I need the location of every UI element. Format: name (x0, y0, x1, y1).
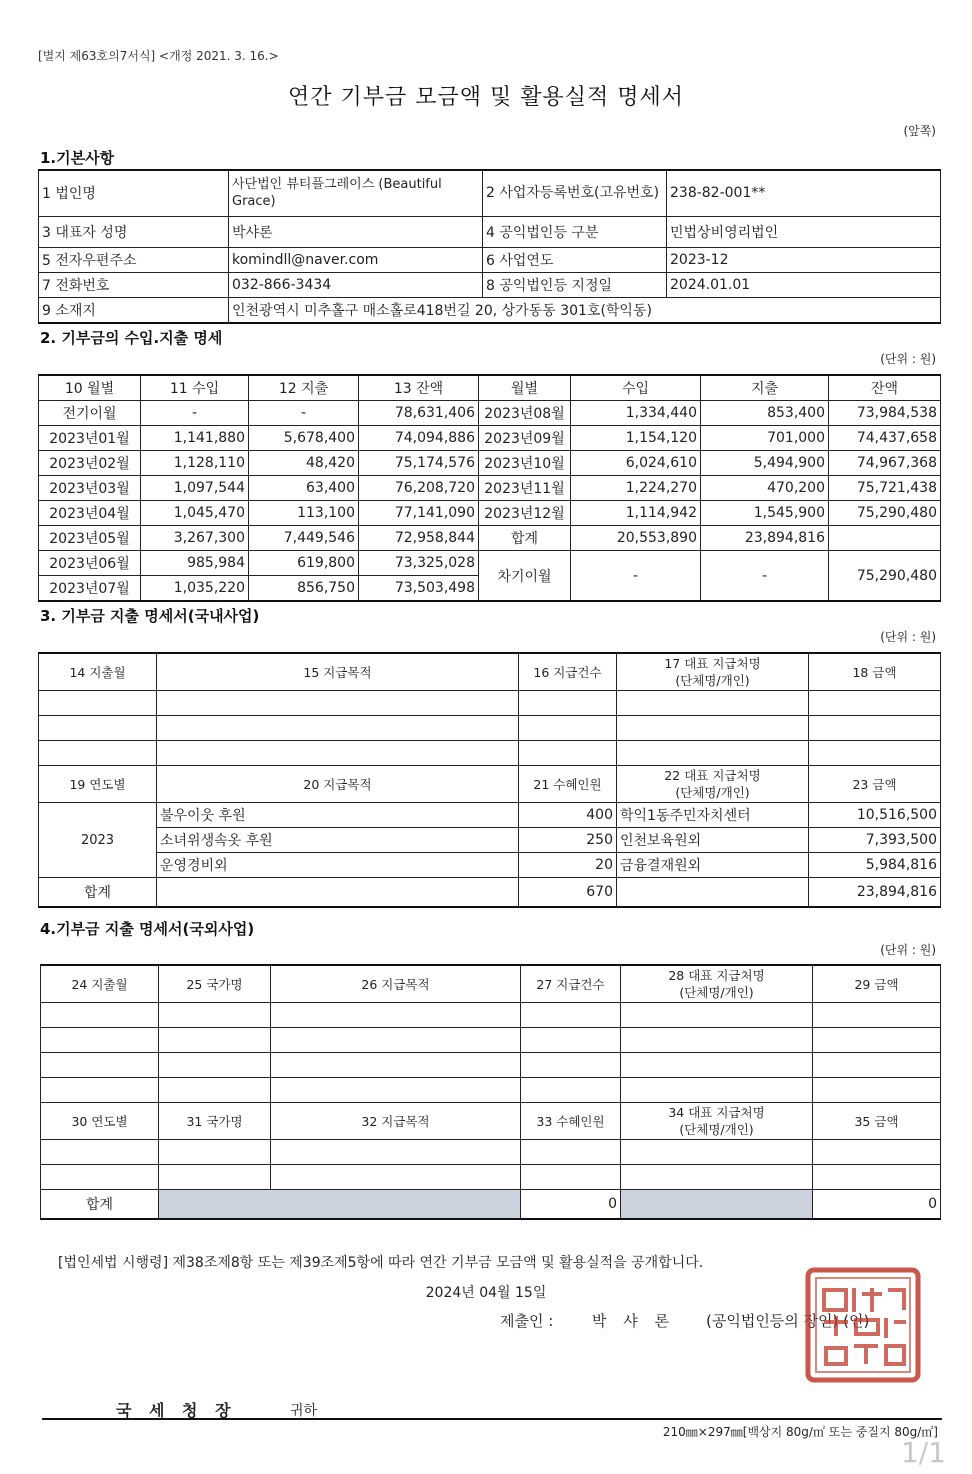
beneficiaries-cell: 250 (519, 828, 617, 853)
expense-cell: 7,449,546 (249, 526, 359, 551)
beneficiaries-cell: 20 (519, 853, 617, 878)
total-balance (829, 526, 941, 551)
col-recipient-2: 22 대표 지급처명 (단체명/개인) (617, 766, 809, 803)
recipient-cell: 학익1동주민자치센터 (617, 803, 809, 828)
col-recipient: 17 대표 지급처명 (단체명/개인) (617, 653, 809, 691)
section-4-title: 4.기부금 지출 명세서(국외사업) (40, 920, 255, 938)
balance-cell: 72,958,844 (359, 526, 479, 551)
income-cell: 1,128,110 (141, 451, 249, 476)
total-income: 20,553,890 (571, 526, 701, 551)
submission-date: 2024년 04월 15일 (425, 1285, 547, 1301)
col-expense: 12 지출 (249, 375, 359, 401)
expense-cell: 5,678,400 (249, 426, 359, 451)
amount-cell: 10,516,500 (809, 803, 941, 828)
front-side-label: (앞쪽) (903, 124, 936, 138)
col-country: 25 국가명 (159, 965, 271, 1003)
bizreg-value: 238-82-001** (667, 170, 941, 216)
total-row (39, 878, 941, 908)
balance-cell: 74,094,886 (359, 426, 479, 451)
amount-cell: 7,393,500 (809, 828, 941, 853)
col-balance-2: 잔액 (829, 375, 941, 401)
col-month-2: 월별 (479, 375, 571, 401)
org-type-label: 4 공익법인등 구분 (483, 216, 667, 247)
section-3-title: 3. 기부금 지출 명세서(국내사업) (40, 607, 260, 625)
section-2-title: 2. 기부금의 수입.지출 명세 (40, 329, 223, 347)
month-cell: 2023년09월 (479, 426, 571, 451)
month-cell: 2023년06월 (39, 551, 141, 576)
col-amount-2: 35 금액 (813, 1103, 941, 1140)
col-count: 27 지급건수 (521, 965, 621, 1003)
total-row (41, 1190, 941, 1220)
table-row (39, 853, 941, 878)
col-balance: 13 잔액 (359, 375, 479, 401)
designation-date-label: 8 공익법인등 지정일 (483, 272, 667, 297)
expense-cell: 1,545,900 (701, 501, 829, 526)
carry-forward-income: - (571, 551, 701, 602)
table-row (39, 476, 941, 501)
total-shaded-cell (159, 1190, 521, 1220)
total-count: 0 (521, 1190, 621, 1220)
fiscal-year-label: 6 사업연도 (483, 247, 667, 272)
recipient-cell: 금융결재원외 (617, 853, 809, 878)
amount-cell: 5,984,816 (809, 853, 941, 878)
expense-cell: 619,800 (249, 551, 359, 576)
month-cell: 2023년11월 (479, 476, 571, 501)
month-cell: 2023년05월 (39, 526, 141, 551)
table-row (39, 401, 941, 426)
overseas-expense-table (40, 964, 941, 1220)
col-expense-month: 14 지출월 (39, 653, 157, 691)
income-expense-table (38, 374, 941, 602)
section-1-title: 1.기본사항 (40, 149, 115, 167)
income-cell: 985,984 (141, 551, 249, 576)
table-row (39, 501, 941, 526)
carry-forward-balance: 75,290,480 (829, 551, 941, 602)
col-amount: 29 금액 (813, 965, 941, 1003)
total-label: 합계 (41, 1190, 159, 1220)
total-label: 합계 (479, 526, 571, 551)
balance-cell: 75,290,480 (829, 501, 941, 526)
col-recipient-2: 34 대표 지급처명 (단체명/개인) (621, 1103, 813, 1140)
income-cell: 1,224,270 (571, 476, 701, 501)
col-year: 30 연도별 (41, 1103, 159, 1140)
col-month: 10 월별 (39, 375, 141, 401)
col-country-2: 31 국가명 (159, 1103, 271, 1140)
corp-name-value: 사단법인 뷰티플그레이스 (Beautiful Grace) (229, 170, 483, 216)
total-amount: 23,894,816 (809, 878, 941, 908)
carry-forward-label: 차기이월 (479, 551, 571, 602)
col-purpose: 26 지급목적 (271, 965, 521, 1003)
honorific: 귀하 (290, 1403, 318, 1419)
balance-cell: 75,174,576 (359, 451, 479, 476)
page-title: 연간 기부금 모금액 및 활용실적 명세서 (288, 85, 684, 110)
income-cell: 3,267,300 (141, 526, 249, 551)
address-label: 9 소재지 (39, 297, 229, 323)
submitter-name: 박 샤 론 (592, 1312, 676, 1330)
expense-cell: 113,100 (249, 501, 359, 526)
submitter-label: 제출인 : (500, 1312, 554, 1330)
col-count: 16 지급건수 (519, 653, 617, 691)
expense-cell: 853,400 (701, 401, 829, 426)
bizreg-label: 2 사업자등록번호(고유번호) (483, 170, 667, 216)
page-indicator: 1/1 (900, 1436, 946, 1469)
month-cell: 2023년01월 (39, 426, 141, 451)
month-cell: 2023년07월 (39, 576, 141, 602)
income-cell: 1,141,880 (141, 426, 249, 451)
total-expense: 23,894,816 (701, 526, 829, 551)
col-beneficiaries: 33 수혜인원 (521, 1103, 621, 1140)
income-cell: 1,154,120 (571, 426, 701, 451)
col-income-2: 수입 (571, 375, 701, 401)
col-purpose: 15 지급목적 (157, 653, 519, 691)
col-recipient: 28 대표 지급처명 (단체명/개인) (621, 965, 813, 1003)
income-cell: 1,114,942 (571, 501, 701, 526)
paper-spec: 210㎜×297㎜[백상지 80g/㎡ 또는 중질지 80g/㎡] (662, 1425, 938, 1439)
email-value: komindll@naver.com (229, 247, 483, 272)
income-cell: 1,334,440 (571, 401, 701, 426)
total-recipient (617, 878, 809, 908)
month-cell: 2023년02월 (39, 451, 141, 476)
footer-divider (42, 1418, 942, 1420)
section-2-unit: (단위 : 원) (880, 352, 936, 366)
designation-date-value: 2024.01.01 (667, 272, 941, 297)
submitter-title: (공익법인등의 장인) (인) (706, 1312, 870, 1330)
recipient-cell: 인천보육원외 (617, 828, 809, 853)
total-label: 합계 (39, 878, 157, 908)
month-cell: 2023년04월 (39, 501, 141, 526)
balance-cell: 73,325,028 (359, 551, 479, 576)
expense-cell: 856,750 (249, 576, 359, 602)
org-type-value: 민법상비영리법인 (667, 216, 941, 247)
balance-cell: 76,208,720 (359, 476, 479, 501)
income-cell: 1,045,470 (141, 501, 249, 526)
section-3-unit: (단위 : 원) (880, 630, 936, 644)
month-cell: 2023년12월 (479, 501, 571, 526)
expense-cell: - (249, 401, 359, 426)
expense-cell: 470,200 (701, 476, 829, 501)
table-row (39, 551, 941, 576)
table-row (39, 451, 941, 476)
recipient-title: 국 세 청 장 (116, 1401, 237, 1420)
domestic-expense-table (38, 652, 941, 908)
purpose-cell: 운영경비외 (157, 853, 519, 878)
purpose-cell: 불우이웃 후원 (157, 803, 519, 828)
balance-cell: 73,503,498 (359, 576, 479, 602)
year-cell: 2023 (39, 803, 157, 878)
purpose-cell: 소녀위생속옷 후원 (157, 828, 519, 853)
table-row (39, 828, 941, 853)
total-beneficiaries: 670 (519, 878, 617, 908)
col-expense-month: 24 지출월 (41, 965, 159, 1003)
col-purpose-2: 20 지급목적 (157, 766, 519, 803)
month-cell: 전기이월 (39, 401, 141, 426)
col-income: 11 수입 (141, 375, 249, 401)
beneficiaries-cell: 400 (519, 803, 617, 828)
income-cell: 1,097,544 (141, 476, 249, 501)
phone-label: 7 전화번호 (39, 272, 229, 297)
official-seal-stamp (804, 1266, 922, 1384)
expense-cell: 63,400 (249, 476, 359, 501)
col-purpose-2: 32 지급목적 (271, 1103, 521, 1140)
income-cell: 1,035,220 (141, 576, 249, 602)
expense-cell: 5,494,900 (701, 451, 829, 476)
expense-cell: 701,000 (701, 426, 829, 451)
section-4-unit: (단위 : 원) (880, 943, 936, 957)
col-beneficiaries: 21 수혜인원 (519, 766, 617, 803)
form-number: [별지 제63호의7서식] <개정 2021. 3. 16.> (38, 49, 279, 63)
income-cell: - (141, 401, 249, 426)
fiscal-year-value: 2023-12 (667, 247, 941, 272)
income-cell: 6,024,610 (571, 451, 701, 476)
email-label: 5 전자우편주소 (39, 247, 229, 272)
expense-cell: 48,420 (249, 451, 359, 476)
table-row (39, 526, 941, 551)
balance-cell: 74,437,658 (829, 426, 941, 451)
month-cell: 2023년08월 (479, 401, 571, 426)
month-cell: 2023년10월 (479, 451, 571, 476)
col-year: 19 연도별 (39, 766, 157, 803)
col-amount: 18 금액 (809, 653, 941, 691)
col-expense-2: 지출 (701, 375, 829, 401)
balance-cell: 73,984,538 (829, 401, 941, 426)
month-cell: 2023년03월 (39, 476, 141, 501)
carry-forward-expense: - (701, 551, 829, 602)
legal-notice: [법인세법 시행령] 제38조제8항 또는 제39조제5항에 따라 연간 기부금 모금액 및 활용실적을 공개합니다. (58, 1255, 704, 1271)
corp-name-label: 1 법인명 (39, 170, 229, 216)
col-amount-2: 23 금액 (809, 766, 941, 803)
total-amount: 0 (813, 1190, 941, 1220)
rep-name-label: 3 대표자 성명 (39, 216, 229, 247)
table-row (39, 426, 941, 451)
balance-cell: 77,141,090 (359, 501, 479, 526)
address-value: 인천광역시 미추홀구 매소홀로418번길 20, 상가동동 301호(학익동) (229, 297, 941, 323)
table-row (39, 803, 941, 828)
total-purpose (157, 878, 519, 908)
balance-cell: 78,631,406 (359, 401, 479, 426)
basic-info-table (38, 169, 941, 324)
phone-value: 032-866-3434 (229, 272, 483, 297)
total-shaded-cell (621, 1190, 813, 1220)
balance-cell: 74,967,368 (829, 451, 941, 476)
rep-name-value: 박샤론 (229, 216, 483, 247)
balance-cell: 75,721,438 (829, 476, 941, 501)
